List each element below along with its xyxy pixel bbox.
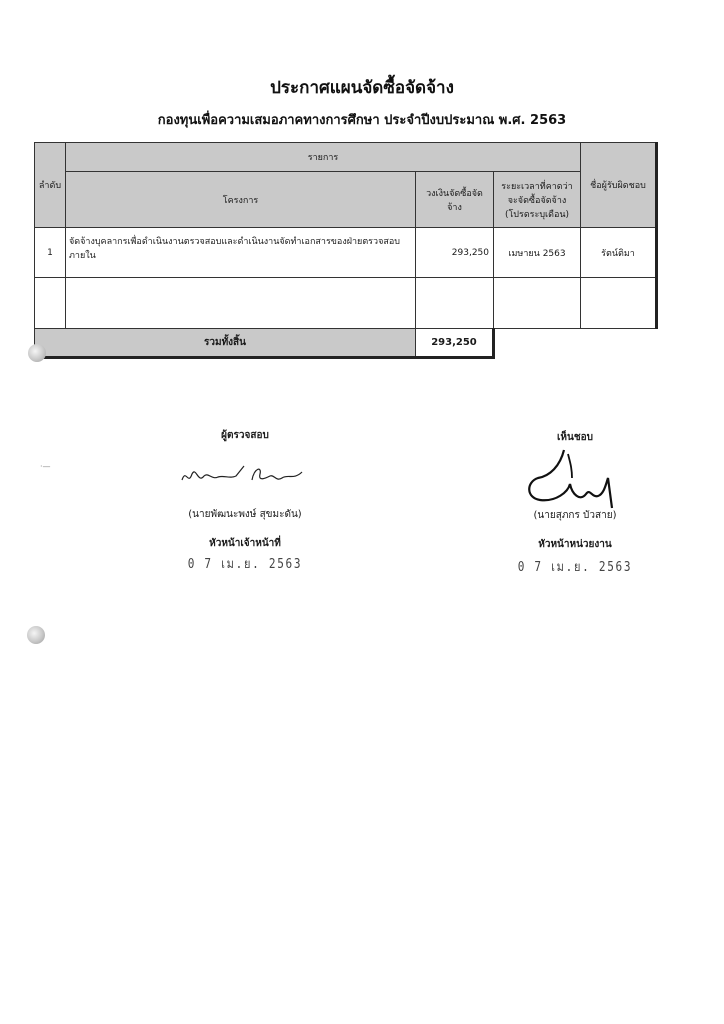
signature-name-block-approver: [490, 508, 660, 523]
cell-project: จัดจ้างบุคลากรเพื่อดำเนินงานตรวจสอบและดำเนินงานจัดทำเอกสารของฝ่ายตรวจสอบภายใน: [66, 228, 416, 278]
cell-empty: [581, 278, 657, 329]
date-stamp: 0 7 เม.ย. 2563: [187, 557, 303, 572]
cell-empty: [416, 278, 494, 329]
col-header-items: รายการ: [66, 143, 581, 172]
table-row: [35, 228, 657, 278]
hole-punch-icon: [27, 626, 45, 644]
handwritten-signature-approver: [520, 448, 630, 512]
signature-role: หัวหน้าหน่วยงาน: [538, 539, 612, 550]
total-label: รวมทั้งสิ้น: [35, 329, 416, 358]
total-value: 293,250: [416, 329, 494, 358]
signature-name-block-reviewer: [160, 507, 330, 522]
procurement-plan-table: [34, 142, 658, 359]
col-header-project: โครงการ: [66, 172, 416, 228]
signature-heading: ผู้ตรวจสอบ: [221, 430, 269, 441]
cell-timeframe: เมษายน 2563: [494, 228, 581, 278]
total-row: [35, 329, 657, 358]
cell-responsible: รัตน์ติมา: [581, 228, 657, 278]
page-title: ประกาศแผนจัดซื้อจัดจ้าง: [270, 78, 454, 98]
date-stamp-block-reviewer: [160, 553, 330, 574]
signature-role-block-reviewer: [160, 536, 330, 551]
header-row-group: [35, 143, 657, 172]
signature-role: หัวหน้าเจ้าหน้าที่: [209, 538, 281, 549]
cell-empty: [35, 278, 66, 329]
hole-punch-icon: [28, 344, 46, 362]
signature-heading: เห็นชอบ: [557, 432, 593, 443]
cell-budget: 293,250: [416, 228, 494, 278]
date-stamp-block-approver: [490, 556, 660, 577]
col-header-budget: วงเงินจัดซื้อจัดจ้าง: [416, 172, 494, 228]
col-header-timeframe: ระยะเวลาที่คาดว่าจะจัดซื้อจัดจ้าง (โปรดระบุเดือน): [494, 172, 581, 228]
cell-empty: [494, 278, 581, 329]
table-row-empty: [35, 278, 657, 329]
page-subtitle: กองทุนเพื่อความเสมอภาคทางการศึกษา ประจำปีงบประมาณ พ.ศ. 2563: [157, 113, 567, 128]
signature-role-block-approver: [490, 537, 660, 552]
header-row-sub: [35, 172, 657, 228]
signature-block-reviewer: [160, 428, 330, 443]
scan-mark: ·—: [40, 462, 51, 471]
signature-name: (นายสุภกร บัวสาย): [533, 510, 617, 521]
col-header-responsible: ชื่อผู้รับผิดชอบ: [581, 143, 657, 228]
cell-order: 1: [35, 228, 66, 278]
signature-block-approver: [490, 430, 660, 445]
signature-name: (นายพัฒนะพงษ์ สุขมะดัน): [188, 509, 302, 520]
date-stamp: 0 7 เม.ย. 2563: [517, 560, 633, 575]
cell-empty: [66, 278, 416, 329]
col-header-order: ลำดับ: [35, 143, 66, 228]
handwritten-signature-reviewer: [178, 460, 308, 492]
